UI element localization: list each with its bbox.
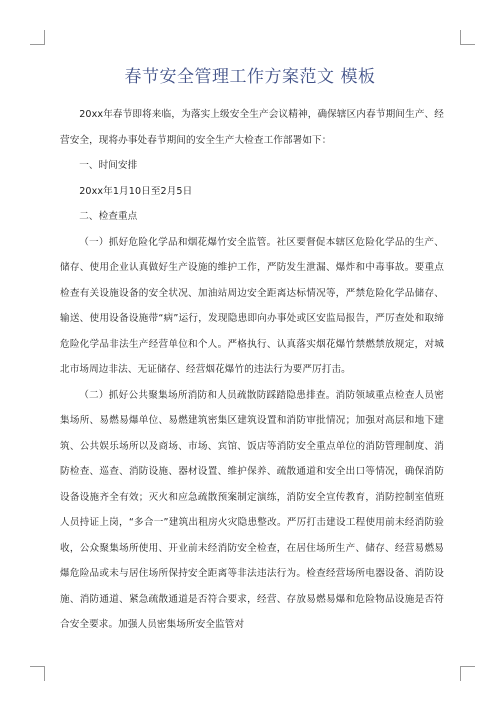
crop-mark-bottom-left — [30, 666, 45, 681]
section-heading-inspection-focus: 二、检查重点 — [79, 211, 138, 222]
document-title: 春节安全管理工作方案范文 模板 — [124, 67, 376, 87]
section-heading-schedule: 一、时间安排 — [79, 160, 138, 171]
paragraph-hazardous-chemicals: （一）抓好危险化学品和烟花爆竹安全监管。社区要督促本辖区危险化学品的生产、储存、使用企业认真做好生产设施的维护工作，严防发生泄漏、爆炸和中毒事故。要重点检查有关设施设备的安全状况、加油站周边安全距离达标情况等，严禁危险化学品储存、输送、使用设备设施带“病”运行，发现隐患即向办事处或区安监局报告，严厉查处和取缔危险化学品非法生产经营单位和个人。严格执行、认真落实烟花爆竹禁燃禁放规定，对城北市场周边非法、无证储存、经营烟花爆竹的违法行为要严厉打击。 — [60, 236, 444, 375]
crop-mark-top-left — [30, 30, 45, 45]
schedule-dates: 20xx年1月10日至2月5日 — [79, 185, 193, 197]
crop-mark-top-right — [460, 30, 475, 45]
document-body — [60, 102, 444, 638]
paragraph-public-venues-fire-safety: （二）抓好公共聚集场所消防和人员疏散防踩踏隐患排查。消防领域重点检查人员密集场所、易燃易爆单位、易燃建筑密集区建筑设置和消防审批情况；加强对高层和地下建筑、公共娱乐场所以及商场、市场、宾馆、饭店等消防安全重点单位的消防管理制度、消防检查、巡查、消防设施、器材设置、维护保养、疏散通道和安全出口等情况，确保消防设备设施齐全有效；灭火和应急疏散预案制定演练，消防安全宣传教育，消防控制室值班人员持证上岗，“多合一”建筑出租房火灾隐患整改。严厉打击建设工程使用前未经消防验收，公众聚集场所使用、开业前未经消防安全检查，在居住场所生产、储存、经营易燃易爆危险品或未与居住场所保持安全距离等非法违法行为。检查经营场所电器设备、消防设施、消防通道、紧急疏散通道是否符合要求，经营、存放易燃易爆和危险物品设施是否符合安全要求。加强人员密集场所安全监管对 — [60, 389, 444, 630]
intro-paragraph: 20xx年春节即将来临，为落实上级安全生产会议精神，确保辖区内春节期间生产、经营安全，现将办事处春节期间的安全生产大检查工作部署如下： — [60, 109, 444, 146]
crop-mark-bottom-right — [460, 666, 475, 681]
